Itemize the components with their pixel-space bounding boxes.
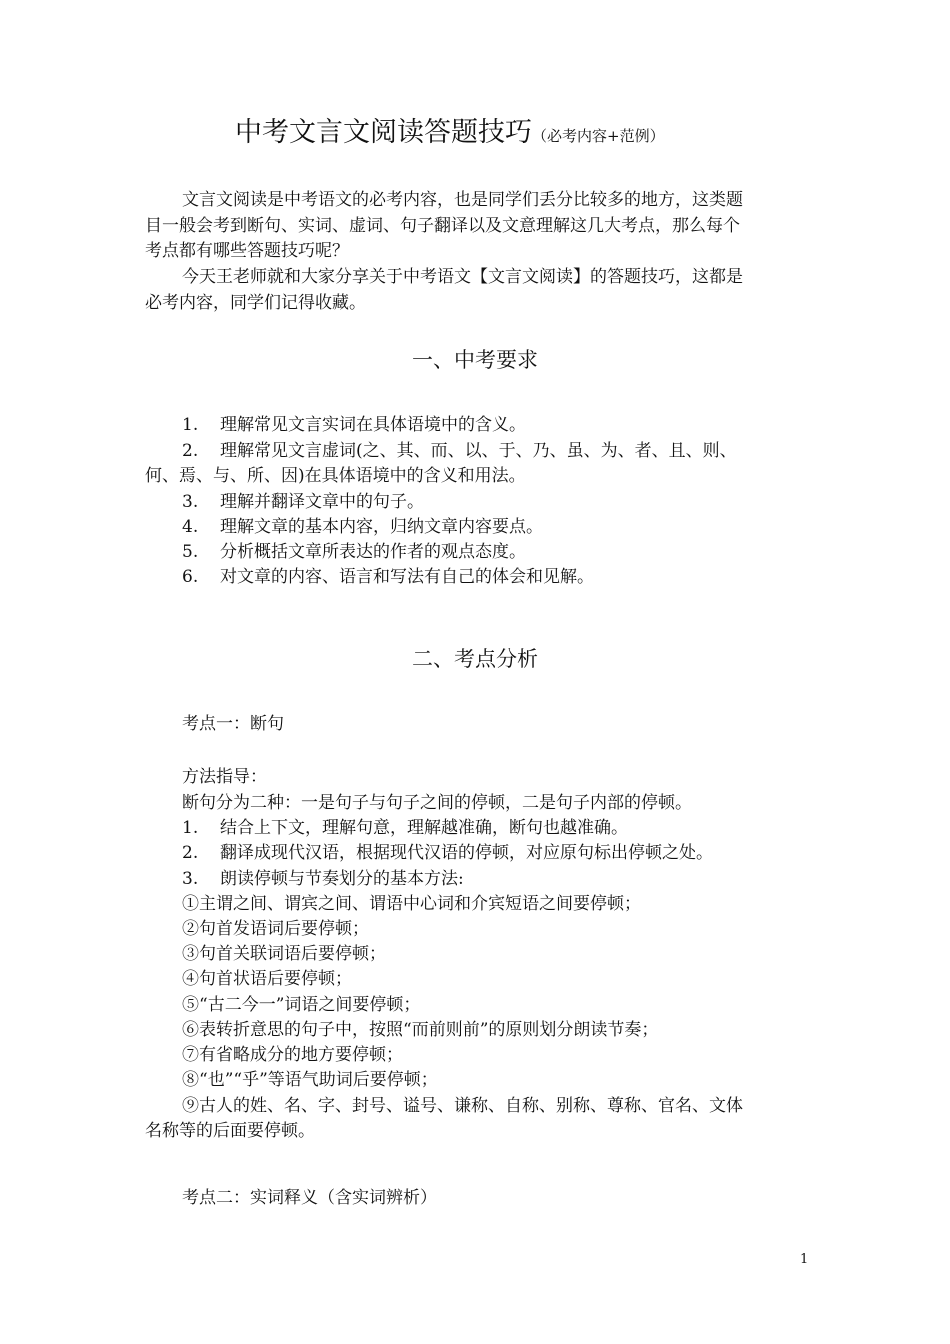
- requirement-item-3: [182, 489, 424, 515]
- pause-rule-5: ⑤“古二今一”词语之间要停顿；: [182, 995, 421, 1015]
- requirement-item-1: [182, 412, 526, 438]
- requirement-item-2-continuation: 何、焉、与、所、因)在具体语境中的含义和用法。: [145, 466, 526, 486]
- section-1-heading: 一、中考要求: [412, 348, 538, 372]
- item-text: 结合上下文，理解句意，理解越准确，断句也越准确。: [220, 818, 628, 838]
- item-text: 理解常见文言实词在具体语境中的含义。: [220, 415, 526, 435]
- item-number: 4.: [182, 517, 199, 537]
- item-text: 理解文章的基本内容，归纳文章内容要点。: [220, 517, 543, 537]
- method-item-1: [182, 815, 628, 841]
- item-number: 6.: [182, 567, 199, 587]
- point-1-title: 考点一：断句: [182, 714, 284, 734]
- method-label: 方法指导：: [182, 767, 267, 787]
- intro-paragraph-1-line-2: 目一般会考到断句、实词、虚词、句子翻译以及文意理解这几大考点，那么每个: [145, 216, 740, 236]
- item-text: 分析概括文章所表达的作者的观点态度。: [220, 542, 526, 562]
- item-number: 1.: [182, 818, 199, 838]
- page-number: 1: [800, 1252, 809, 1267]
- pause-rule-9: ⑨古人的姓、名、字、封号、谥号、谦称、自称、别称、尊称、官名、文体: [182, 1096, 743, 1116]
- item-number: 3.: [182, 869, 199, 889]
- document-title-note: （必考内容+范例）: [532, 127, 665, 145]
- item-text: 理解常见文言虚词(之、其、而、以、于、乃、虽、为、者、且、则、: [220, 441, 737, 461]
- pause-rule-8: ⑧“也”“乎”等语气助词后要停顿；: [182, 1070, 438, 1090]
- item-text: 对文章的内容、语言和写法有自己的体会和见解。: [220, 567, 594, 587]
- method-description: 断句分为二种：一是句子与句子之间的停顿，二是句子内部的停顿。: [182, 793, 692, 813]
- pause-rule-7: ⑦有省略成分的地方要停顿；: [182, 1045, 403, 1065]
- item-text: 朗读停顿与节奏划分的基本方法:: [220, 869, 464, 889]
- intro-paragraph-1-line-1: 文言文阅读是中考语文的必考内容，也是同学们丢分比较多的地方，这类题: [182, 190, 743, 210]
- item-number: 2.: [182, 441, 199, 461]
- intro-paragraph-2-line-2: 必考内容，同学们记得收藏。: [145, 293, 366, 313]
- pause-rule-4: ④句首状语后要停顿；: [182, 969, 352, 989]
- requirement-item-6: [182, 564, 594, 590]
- point-2-title: 考点二：实词释义（含实词辨析）: [182, 1188, 437, 1208]
- requirement-item-5: [182, 539, 526, 565]
- pause-rule-6: ⑥表转折意思的句子中，按照“而前则前”的原则划分朗读节奏；: [182, 1020, 659, 1040]
- item-number: 5.: [182, 542, 199, 562]
- document-title: 中考文言文阅读答题技巧: [235, 117, 532, 148]
- requirement-item-4: [182, 514, 543, 540]
- item-text: 翻译成现代汉语，根据现代汉语的停顿，对应原句标出停顿之处。: [220, 843, 713, 863]
- requirement-item-2: [182, 438, 737, 464]
- intro-paragraph-1-line-3: 考点都有哪些答题技巧呢？: [145, 241, 349, 261]
- item-number: 3.: [182, 492, 199, 512]
- item-number: 2.: [182, 843, 199, 863]
- method-item-3: [182, 866, 464, 892]
- pause-rule-2: ②句首发语词后要停顿；: [182, 919, 369, 939]
- pause-rule-3: ③句首关联词语后要停顿；: [182, 944, 386, 964]
- item-text: 理解并翻译文章中的句子。: [220, 492, 424, 512]
- section-2-heading: 二、考点分析: [412, 647, 538, 671]
- pause-rule-9-continuation: 名称等的后面要停顿。: [145, 1121, 315, 1141]
- pause-rule-1: ①主谓之间、谓宾之间、谓语中心词和介宾短语之间要停顿；: [182, 894, 641, 914]
- intro-paragraph-2-line-1: 今天王老师就和大家分享关于中考语文【文言文阅读】的答题技巧，这都是: [182, 267, 743, 287]
- document-title-line: [235, 116, 665, 150]
- method-item-2: [182, 840, 713, 866]
- item-number: 1.: [182, 415, 199, 435]
